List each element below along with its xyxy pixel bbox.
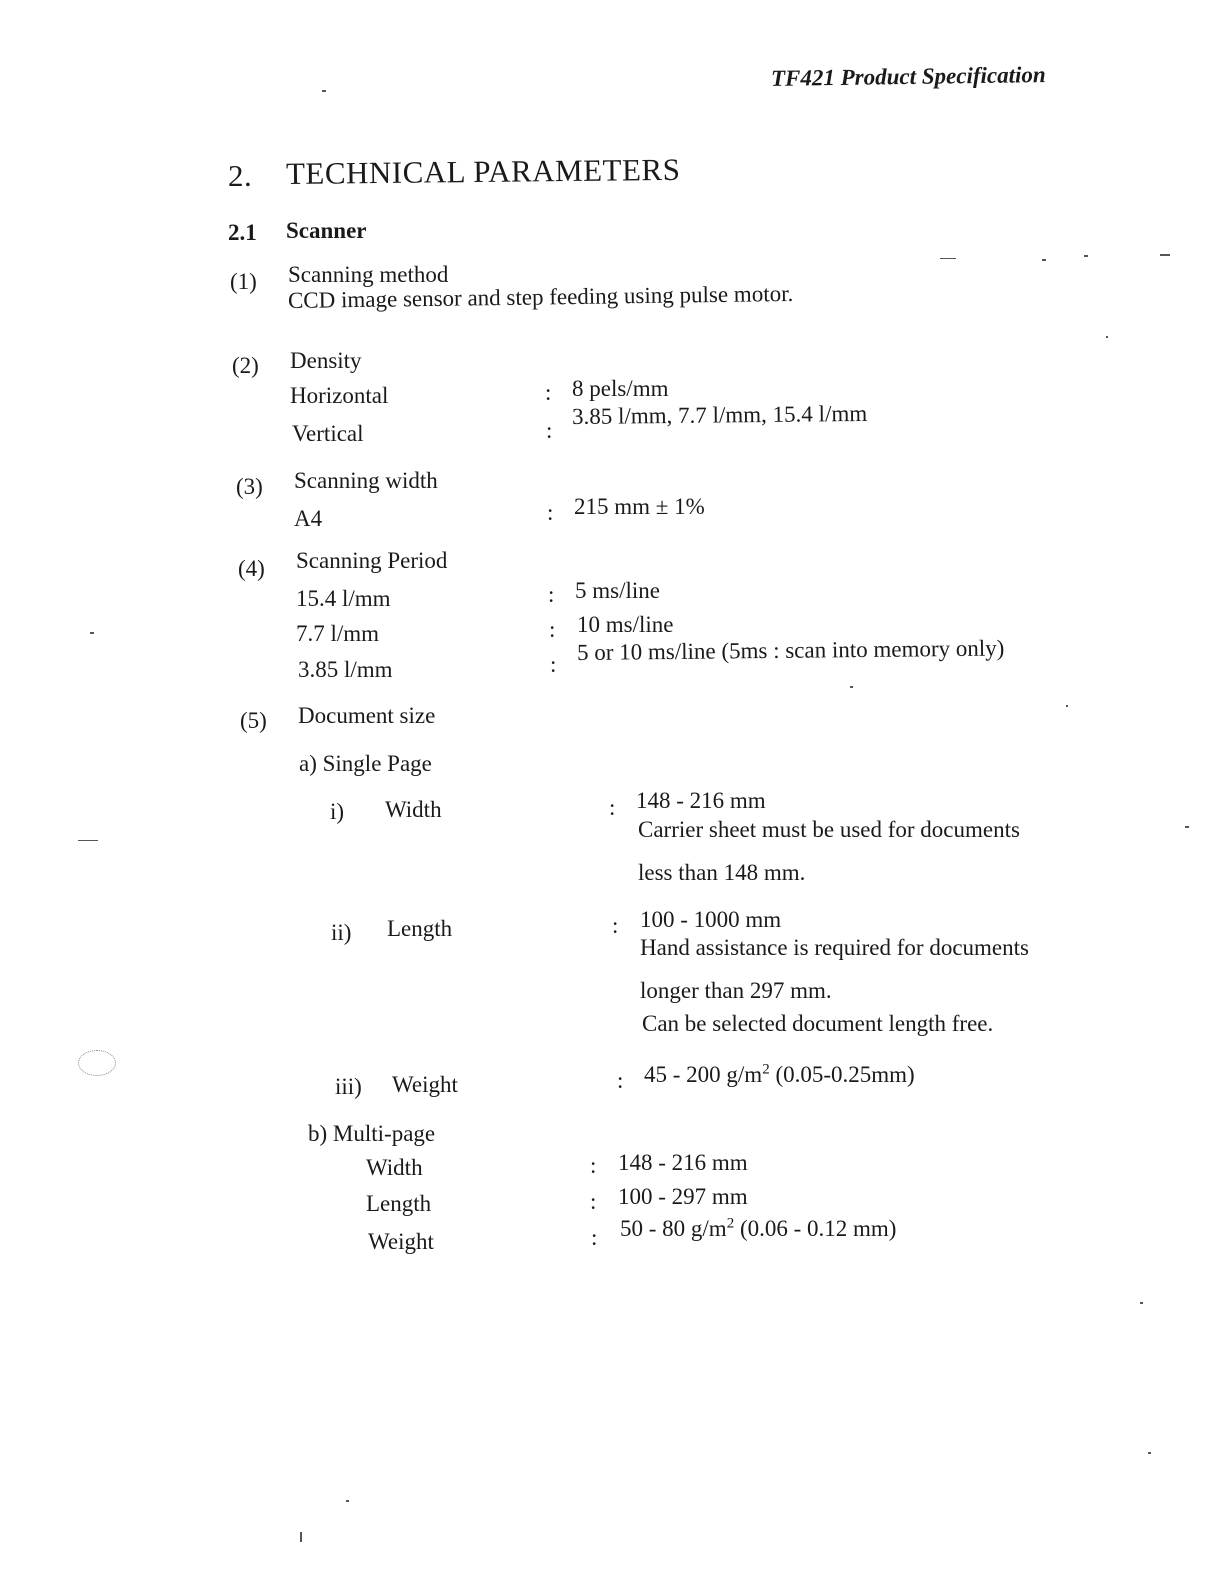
single-weight-label: Weight xyxy=(392,1072,458,1097)
multi-weight-value: 50 - 80 $g/m^2$ (0.06 - 0.12 mm) xyxy=(620,1215,897,1241)
single-length-note-3: Can be selected document length free. xyxy=(642,1011,994,1036)
scan-speck xyxy=(1042,259,1046,261)
scan-speck xyxy=(300,1532,302,1542)
running-header: TF421 Product Specification xyxy=(770,62,1046,91)
item-1-number: (1) xyxy=(230,269,257,294)
subsection-title: Scanner xyxy=(286,218,367,243)
multi-length-value: 100 - 297 mm xyxy=(618,1184,748,1209)
scan-speck xyxy=(1066,705,1068,707)
multi-width-value: 148 - 216 mm xyxy=(618,1150,748,1175)
density-horizontal-value: 8 pels/mm xyxy=(572,376,669,401)
single-length-note-1: Hand assistance is required for documents xyxy=(640,935,1029,960)
scan-speck xyxy=(90,632,94,634)
period-15-4-label: 15.4 l/mm xyxy=(296,586,391,611)
multi-weight-label: Weight xyxy=(368,1229,434,1254)
scan-speck xyxy=(1160,254,1170,256)
item-4-number: (4) xyxy=(238,556,265,581)
item-1-title: Scanning method xyxy=(288,262,449,287)
scan-speck xyxy=(322,90,326,92)
single-length-value: 100 - 1000 mm xyxy=(640,907,782,932)
separator: : xyxy=(549,617,556,642)
separator: : xyxy=(547,500,554,525)
single-page-label: a) Single Page xyxy=(299,751,432,776)
separator: : xyxy=(590,1189,597,1214)
scan-speck xyxy=(850,686,853,688)
period-3-85-value: 5 or 10 ms/line (5ms : scan into memory only) xyxy=(576,635,1005,665)
single-length-number: ii) xyxy=(331,920,352,945)
single-weight-number: iii) xyxy=(335,1074,362,1099)
period-7-7-value: 10 ms/line xyxy=(577,612,674,637)
density-vertical-value: 3.85 l/mm, 7.7 l/mm, 15.4 l/mm xyxy=(571,400,868,429)
density-horizontal-label: Horizontal xyxy=(290,383,389,408)
scan-speck xyxy=(78,840,98,841)
scan-speck xyxy=(1106,336,1108,338)
separator: : xyxy=(546,418,553,443)
scan-speck xyxy=(1084,255,1088,257)
section-title: TECHNICAL PARAMETERS xyxy=(285,151,681,191)
period-7-7-label: 7.7 l/mm xyxy=(296,621,380,646)
scan-speck xyxy=(1185,826,1189,828)
single-width-number: i) xyxy=(330,799,345,824)
separator: : xyxy=(545,380,552,405)
item-2-number: (2) xyxy=(232,353,259,378)
scan-speck xyxy=(940,258,956,259)
single-length-label: Length xyxy=(387,916,453,941)
multi-page-label: b) Multi-page xyxy=(308,1121,436,1146)
scan-speck xyxy=(346,1500,349,1502)
single-width-value: 148 - 216 mm xyxy=(636,788,766,813)
single-width-note-2: less than 148 mm. xyxy=(638,860,806,885)
item-5-title: Document size xyxy=(298,703,436,728)
multi-width-label: Width xyxy=(366,1155,423,1180)
period-15-4-value: 5 ms/line xyxy=(575,578,660,603)
single-weight-value: 45 - 200 $g/m^2$ (0.05-0.25mm) xyxy=(644,1061,915,1087)
punch-hole-mark xyxy=(78,1050,116,1076)
separator: : xyxy=(550,652,557,677)
single-length-note-2: longer than 297 mm. xyxy=(640,978,832,1003)
separator: : xyxy=(609,795,616,820)
item-5-number: (5) xyxy=(240,708,267,733)
item-2-title: Density xyxy=(290,348,362,373)
scan-speck xyxy=(1140,1302,1143,1304)
item-3-number: (3) xyxy=(236,474,263,499)
single-width-note-1: Carrier sheet must be used for documents xyxy=(638,817,1020,842)
separator: : xyxy=(590,1153,597,1178)
separator: : xyxy=(617,1068,624,1093)
single-width-label: Width xyxy=(385,797,442,822)
period-3-85-label: 3.85 l/mm xyxy=(298,657,393,682)
separator: : xyxy=(612,913,619,938)
separator: : xyxy=(548,582,555,607)
subsection-number: 2.1 xyxy=(228,220,257,245)
item-4-title: Scanning Period xyxy=(296,548,448,573)
item-1-text: CCD image sensor and step feeding using pulse motor. xyxy=(287,280,794,313)
separator: : xyxy=(591,1225,598,1250)
scanning-width-a4-value: 215 mm ± 1% xyxy=(574,494,705,519)
density-vertical-label: Vertical xyxy=(292,421,364,446)
section-number: 2. xyxy=(228,158,253,193)
scan-speck xyxy=(1148,1452,1151,1454)
item-3-title: Scanning width xyxy=(294,468,438,493)
multi-length-label: Length xyxy=(366,1191,432,1216)
scanning-width-a4-label: A4 xyxy=(294,506,323,531)
